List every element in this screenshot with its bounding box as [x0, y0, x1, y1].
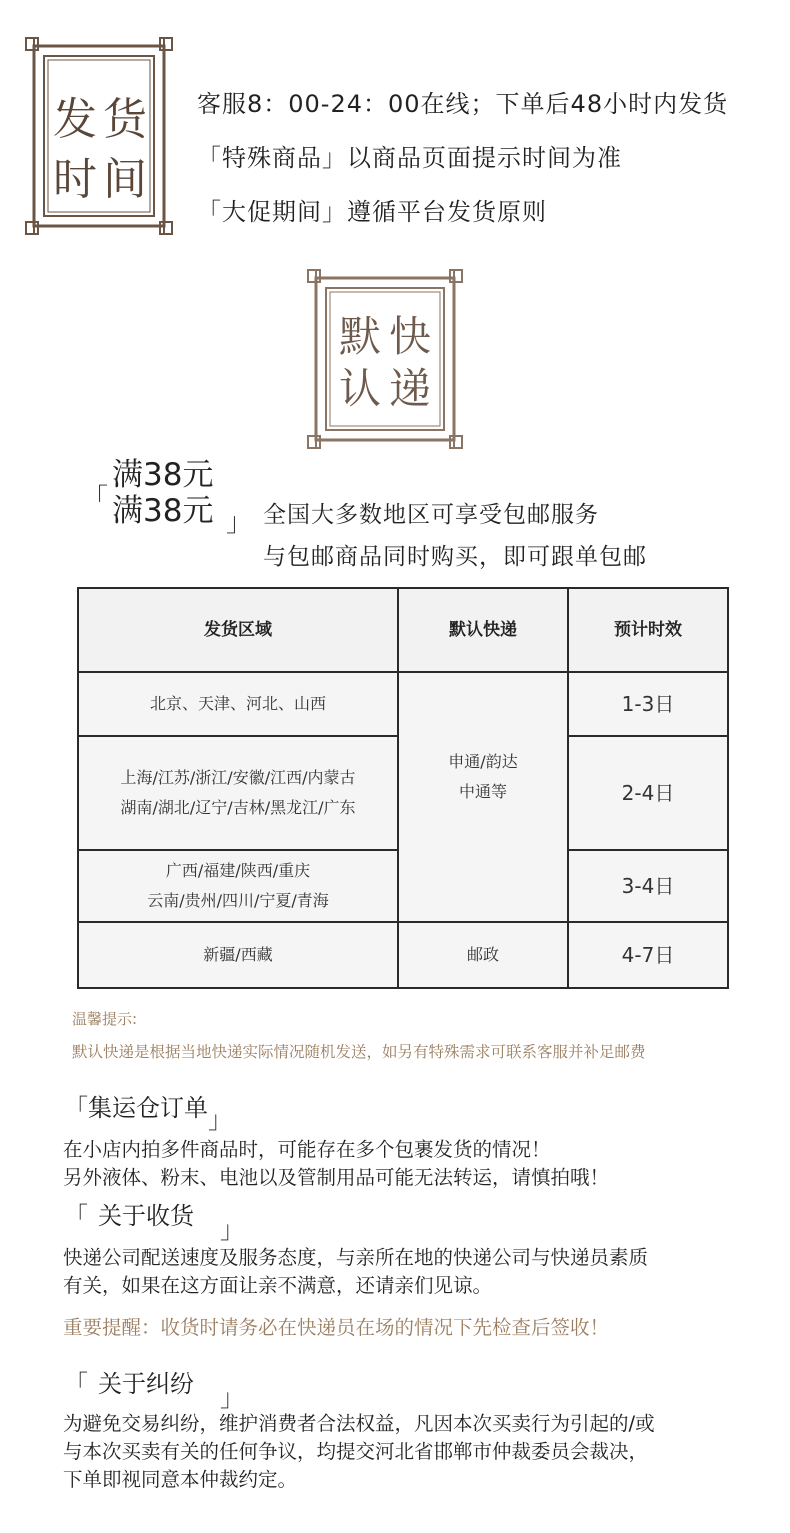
receiving-line: 有关，如果在这方面让亲不满意，还请亲们见谅。: [63, 1274, 493, 1297]
region-cell: [78, 672, 398, 736]
badge-char: 递: [388, 364, 431, 413]
region-text: 湖南/湖北/辽宁/吉林/黑龙江/广东: [120, 798, 356, 817]
eta-cell: 2-4日: [568, 736, 728, 850]
service-hours-text: 客服8：00-24：00在线；下单后48小时内发货: [197, 90, 729, 118]
eta-cell: 4-7日: [568, 922, 728, 988]
header-courier: 默认快递: [398, 588, 568, 672]
courier-cell: [398, 672, 568, 922]
eta-cell: 3-4日: [568, 850, 728, 922]
consolidation-line: 在小店内拍多件商品时，可能存在多个包裹发货的情况！: [63, 1138, 551, 1161]
free-shipping-amount: 满38元: [112, 493, 214, 529]
region-text: 新疆/西藏: [203, 944, 273, 964]
badge-char: 时: [53, 154, 97, 205]
region-text: 上海/江苏/浙江/安徽/江西/内蒙古: [120, 767, 356, 787]
badge-char: 货: [103, 94, 147, 145]
region-cell: [78, 850, 398, 922]
eta-cell: 1-3日: [568, 672, 728, 736]
consolidation-heading: [64, 1088, 232, 1134]
free-shipping-desc: 全国大多数地区可享受包邮服务: [263, 502, 599, 528]
close-bracket: 」: [220, 1216, 244, 1244]
section-title: 关于收货: [98, 1202, 194, 1230]
important-reminder: 重要提醒：收货时请务必在快递员在场的情况下先检查后签收！: [63, 1316, 610, 1339]
free-shipping-amount: 满38元: [112, 457, 214, 493]
close-bracket: 」: [220, 1384, 244, 1412]
open-bracket: 「: [64, 1370, 88, 1398]
close-bracket: 」: [208, 1106, 232, 1134]
disputes-line: 下单即视同意本仲裁约定。: [63, 1468, 298, 1491]
region-text: 云南/贵州/四川/宁夏/青海: [147, 891, 329, 910]
open-bracket: 「: [82, 484, 109, 514]
close-bracket: 」: [226, 508, 253, 538]
shipping-time-badge: [24, 36, 174, 236]
header-eta: 预计时效: [568, 588, 728, 672]
region-text: 广西/福建/陕西/重庆: [165, 860, 311, 880]
disputes-line: 与本次买卖有关的任何争议，均提交河北省邯郸市仲裁委员会裁决，: [63, 1440, 649, 1463]
badge-char: 发: [53, 94, 97, 145]
shipping-table: [77, 587, 729, 989]
courier-text: 申通/韵达: [448, 751, 518, 771]
header-region: 发货区域: [78, 588, 398, 672]
courier-text: 中通等: [458, 782, 507, 801]
disputes-line: 为避免交易纠纷，维护消费者合法权益，凡因本次买卖行为引起的/或: [63, 1412, 655, 1435]
receiving-line: 快递公司配送速度及服务态度，与亲所在地的快递公司与快递员素质: [63, 1246, 649, 1269]
region-cell: [78, 736, 398, 850]
table-row: [78, 672, 728, 736]
open-bracket: 「: [64, 1094, 88, 1122]
badge-char: 间: [103, 154, 147, 205]
receiving-heading: [64, 1196, 244, 1244]
table-row: [78, 922, 728, 988]
tip-body: 默认快递是根据当地快递实际情况随机发送，如另有特殊需求可联系客服并补足邮费: [72, 1043, 646, 1061]
badge-char: 认: [338, 364, 381, 413]
badge-char: 默: [338, 312, 381, 361]
open-bracket: 「: [64, 1202, 88, 1230]
disputes-heading: [64, 1364, 244, 1412]
consolidation-line: 另外液体、粉末、电池以及管制用品可能无法转运，请慎拍哦！: [63, 1166, 610, 1189]
default-courier-badge: [306, 268, 464, 450]
section-title: 关于纠纷: [98, 1370, 194, 1398]
promotion-period-text: 「大促期间」遵循平台发货原则: [197, 198, 547, 226]
region-text: 北京、天津、河北、山西: [149, 693, 326, 713]
tip-title: 温馨提示:: [72, 1010, 138, 1028]
region-cell: [78, 922, 398, 988]
section-title: 集运仓订单: [88, 1094, 208, 1122]
badge-char: 快: [388, 312, 431, 361]
free-shipping-desc: 与包邮商品同时购买，即可跟单包邮: [263, 544, 647, 570]
special-goods-text: 「特殊商品」以商品页面提示时间为准: [197, 144, 622, 172]
table-header-row: [78, 588, 728, 672]
courier-cell: 邮政: [398, 922, 568, 988]
ornate-frame-icon: [306, 268, 464, 450]
